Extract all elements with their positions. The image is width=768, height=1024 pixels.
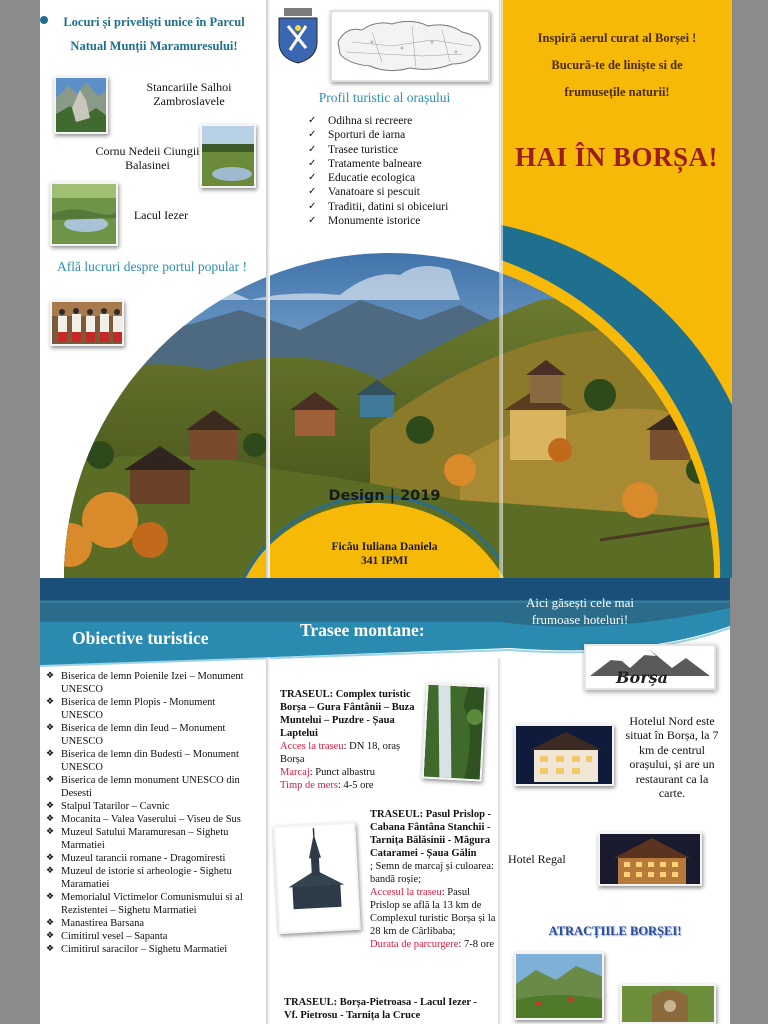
trail-1-time: : 4-5 ore	[337, 780, 374, 791]
objective-item: ❖ Biserica de lemn Poienile Izei – Monument UNESCO	[40, 670, 246, 696]
objective-item: ❖ Stalpul Tatarilor – Cavnic	[40, 800, 246, 813]
brochure-front	[40, 0, 732, 578]
objective-item: ❖ Muzeul de istorie si arheologie - Sighetu Maramatiei	[40, 865, 246, 891]
trail-3-title: TRASEUL: Borșa-Pietroasa - Lacul Iezer -Vf. Pietrosu - Tarnița la Cruce	[284, 997, 477, 1021]
borsa-logo	[584, 644, 716, 690]
trail-1-mark-label: Marcaj	[280, 767, 310, 778]
objectives-list	[40, 670, 246, 956]
cliffs-caption: Stancariile Salhoi Zambroslavele	[146, 80, 232, 108]
attraction-photo	[620, 984, 716, 1024]
trail-1-title: TRASEUL: Complex turistic Borșa – Gura Fântânii – Buza Muntelui – Puzdre - Șaua Laptelui	[280, 689, 415, 739]
logo-text: Borșa	[616, 668, 668, 687]
trail-1-mark: : Punct albastru	[309, 767, 376, 778]
fold-line	[499, 0, 503, 578]
trails-title: Trasee montane:	[300, 620, 425, 640]
trail-1-time-label: Timp de mers	[280, 780, 338, 791]
objective-item: ❖ Mocanita – Valea Vaserului – Viseu de Sus	[40, 813, 246, 826]
fold-line	[266, 0, 270, 578]
trail-2	[370, 808, 496, 951]
valley-photo	[514, 952, 604, 1020]
waterfall-photo	[422, 682, 487, 781]
objective-item: ❖ Cimitirul vesel – Sapanta	[40, 930, 246, 943]
fold-line	[266, 658, 270, 1024]
objective-item: ❖ Biserica de lemn Plopis - Monument UNESCO	[40, 696, 246, 722]
author-name: Ficău Iuliana Daniela	[331, 541, 438, 553]
folk-heading: Află lucruri despre portul popular !	[56, 259, 248, 274]
hotel-nord-description: Hotelul Nord este situat în Borșa, la 7 km de centrul orașului, și are un restaurant ca la carte.	[625, 714, 719, 801]
profile-item: ✓ Vanatoare si pescuit	[306, 185, 496, 199]
profile-item: ✓ Odihna si recreere	[306, 114, 496, 128]
profile-item: ✓ Traditii, datini si obiceiuri	[306, 200, 496, 214]
lake-caption: Lacul Iezer	[133, 208, 189, 222]
author-block	[268, 540, 501, 568]
profile-item: ✓ Trasee turistice	[306, 143, 496, 157]
trail-2-duration-label: Durata de parcurgere	[370, 939, 459, 950]
cover-line-3: frumusețile naturii!	[564, 85, 670, 99]
profile-item: ✓ Monumente istorice	[306, 214, 496, 228]
cover-title: HAI ÎN BORȘA!	[514, 142, 719, 172]
objective-item: ❖ Manastirea Barsana	[40, 917, 246, 930]
trail-2-duration: : 7-8 ore	[458, 939, 494, 950]
cover-line-2: Bucură-te de liniște si de	[551, 58, 683, 72]
hotel-regal-label: Hotel Regal	[508, 852, 566, 866]
brochure-back	[40, 578, 730, 1024]
objective-item: ❖ Muzeul tarancii romane - Dragomiresti	[40, 852, 246, 865]
trail-1-access-label: Acces la traseu	[280, 741, 344, 752]
trail-2-access-label: Accesul la traseu	[370, 887, 442, 898]
objective-item: ❖ Memorialul Victimelor Comunismului si al Rezistentei – Sighetu Marmatiei	[40, 891, 246, 917]
profile-item: ✓ Educatie ecologica	[306, 171, 496, 185]
meadow-caption: Cornu Nedeii Ciungii Balasinei	[95, 144, 200, 172]
trail-1	[280, 688, 420, 792]
objective-item: ❖ Biserica de lemn monument UNESCO din Desesti	[40, 774, 246, 800]
objective-item: ❖ Cimitirul saracilor – Sighetu Marmatiei	[40, 943, 246, 956]
places-heading: Locuri și priveliști unice în Parcul Natual Munții Maramuresului!	[63, 15, 245, 53]
objective-item: ❖ Biserica de lemn din Ieud – Monument UNESCO	[40, 722, 246, 748]
objectives-title: Obiective turistice	[72, 628, 209, 648]
profile-item: ✓ Sporturi de iarna	[306, 128, 496, 142]
objective-item: ❖ Biserica de lemn din Budesti – Monument UNESCO	[40, 748, 246, 774]
trail-2-title: TRASEUL: Pasul Prislop - Cabana Fântâna Stanchii - Tarnița Bălăsinii - Măgura Cataramei - Șaua Gălin	[370, 809, 492, 859]
hotel-regal-photo	[598, 832, 702, 886]
author-group: 341 IPMI	[361, 555, 408, 567]
cover-line-1: Inspiră aerul curat al Borșei !	[537, 31, 697, 45]
hotel-nord-photo	[514, 724, 614, 786]
trail-2-access: : Pasul Prislop se află la 13 km de Complexul turistic Borșa și la 28 km de Cârlibaba;	[370, 887, 496, 937]
objective-item: ❖ Muzeul Satului Maramuresan – Sighetu Marmatiei	[40, 826, 246, 852]
trail-2-mark: ; Semn de marcaj și culoarea: bandă roșie;	[370, 861, 494, 885]
wooden-church-photo	[273, 822, 361, 934]
attractions-heading: ATRACȚIILE BORȘEI!	[548, 924, 682, 938]
fold-line	[498, 658, 502, 1024]
trail-3	[284, 996, 484, 1022]
design-label: Design | 2019	[328, 488, 441, 504]
profile-item: ✓ Tratamente balneare	[306, 157, 496, 171]
trail-1-access: : DN 18, oraș Borșa	[280, 741, 401, 765]
profile-title: Profil turistic al orașului	[318, 90, 451, 105]
hotels-heading: Aici găsești cele mai frumoase hoteluri!	[526, 595, 634, 627]
